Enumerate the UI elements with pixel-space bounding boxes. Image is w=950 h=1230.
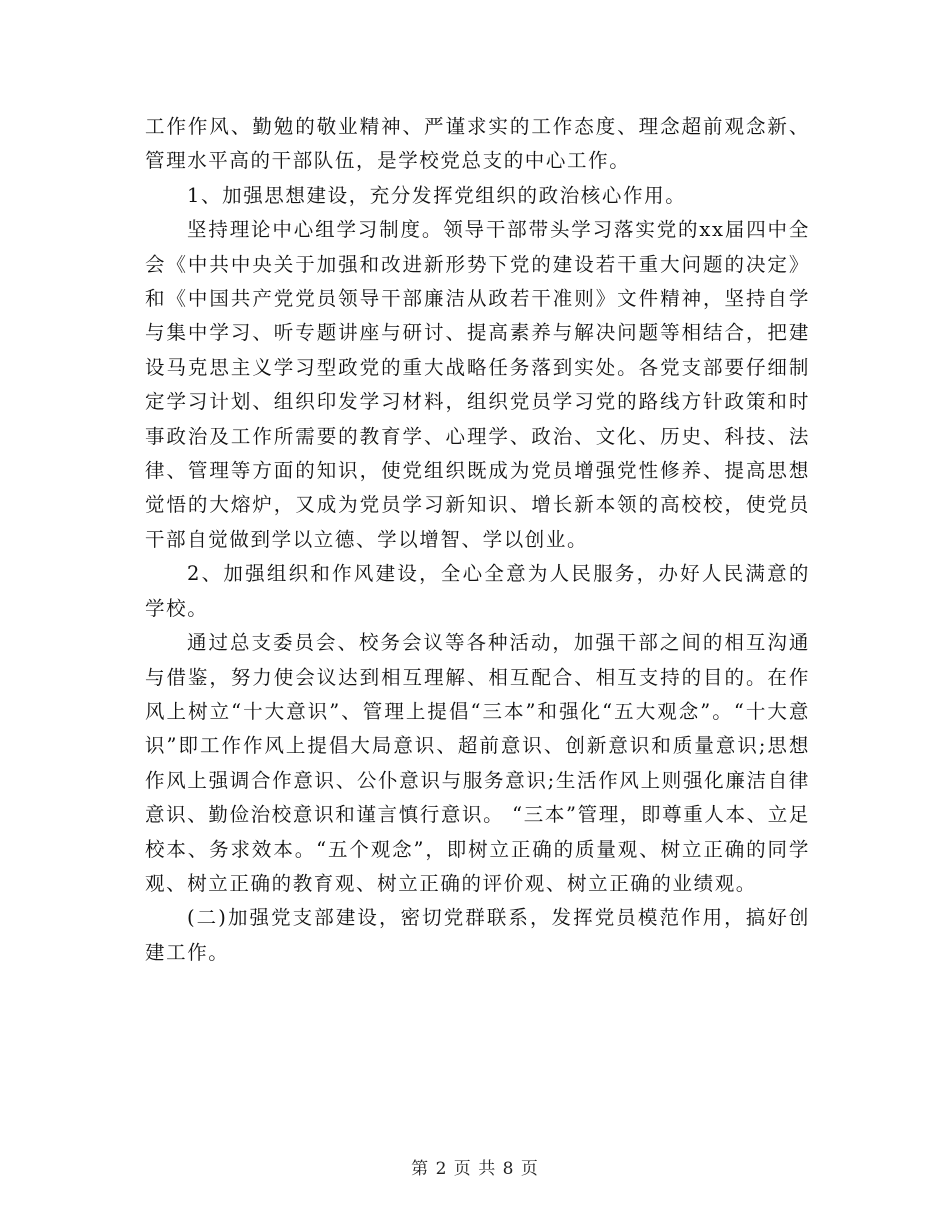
page-number-footer: 第 2 页 共 8 页 [411,1159,539,1179]
paragraph-ten-awareness: 通过总支委员会、校务会议等各种活动，加强干部之间的相互沟通与借鉴，努力使会议达到相互理解、相互配合、相互支持的目的。在作风上树立“十大意识”、管理上提倡“三本”和强化“五大观念”。“十大意识”即工作作风上提倡大局意识、超前意识、创新意识和质量意识;思想作风上强调合作意识、公仆意识与服务意识;生活作风上则强化廉洁自律意识、勤俭治校意识和谨言慎行意识。 “三本”管理，即尊重人本、立足校本、务求效本。“五个观念”，即树立正确的质量观、树立正确的同学观、树立正确的教育观、树立正确的评价观、树立正确的业绩观。 [145,631,810,895]
paragraph-theory-study: 坚持理论中心组学习制度。领导干部带头学习落实党的xx届四中全会《中共中央关于加强和改进新形势下党的建设若干重大问题的决定》和《中国共产党党员领导干部廉洁从政若干准则》文件精神，坚持自学与集中学习、听专题讲座与研讨、提高素养与解决问题等相结合，把建设马克思主义学习型政党的重大战略任务落到实处。各党支部要仔细制定学习计划、组织印发学习材料，组织党员学习党的路线方针政策和时事政治及工作所需要的教育学、心理学、政治、文化、历史、科技、法律、管理等方面的知识，使党组织既成为党员增强党性修养、提高思想觉悟的大熔炉，又成为党员学习新知识、增长新本领的高校校，使党员干部自觉做到学以立德、学以增智、学以创业。 [145,218,810,551]
heading-organization-style: 2、加强组织和作风建设，全心全意为人民服务，办好人民满意的学校。 [145,562,810,620]
paragraph-continuation: 工作作风、勤勉的敬业精神、严谨求实的工作态度、理念超前观念新、管理水平高的干部队伍，是学校党总支的中心工作。 [145,115,810,173]
heading-party-branch: (二)加强党支部建设，密切党群联系，发挥党员模范作用，搞好创建工作。 [145,906,810,964]
document-body [145,110,810,970]
heading-ideological-construction: 1、加强思想建设，充分发挥党组织的政治核心作用。 [187,183,687,207]
